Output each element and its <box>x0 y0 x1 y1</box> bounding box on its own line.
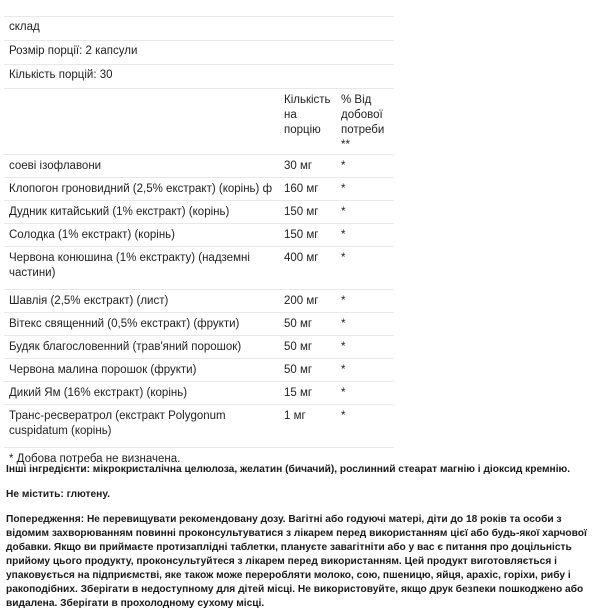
ingredient-daily-value: * <box>341 410 346 422</box>
ingredient-rows <box>4 155 394 448</box>
servings-per-container: Кількість порцій: 30 <box>9 69 113 81</box>
ingredient-amount: 30 мг <box>284 160 313 172</box>
ingredient-amount: 160 мг <box>284 183 319 195</box>
ingredient-name: соеві ізофлавони <box>9 160 102 172</box>
ingredient-row <box>4 247 394 290</box>
ingredient-amount: 50 мг <box>284 341 313 353</box>
ingredient-row <box>4 201 394 224</box>
header-amount-per-serving: Кількість на порцію <box>284 94 331 136</box>
ingredient-name: Транс-ресвератрол (екстракт Polygonum cuspidatum (корінь) <box>9 410 226 437</box>
ingredient-row <box>4 178 394 201</box>
ingredient-row <box>4 290 394 313</box>
facts-header-row <box>4 89 394 155</box>
ingredient-name: Солодка (1% екстракт) (корінь) <box>9 229 175 241</box>
ingredient-amount: 15 мг <box>284 387 313 399</box>
ingredient-amount: 400 мг <box>284 252 319 264</box>
ingredient-row <box>4 313 394 336</box>
ingredient-amount: 50 мг <box>284 364 313 376</box>
serving-size-row <box>4 41 394 65</box>
servings-per-container-row <box>4 65 394 89</box>
ingredient-row <box>4 336 394 359</box>
allergen-free-text: Не містить: глютену. <box>6 489 110 500</box>
ingredient-daily-value: * <box>341 318 346 330</box>
other-ingredients-text: Інші інгредієнти: мікрокристалічна целюлоза, желатин (бичачий), рослинний стеарат магнію і діоксид кремнію. <box>6 464 571 475</box>
ingredient-row <box>4 405 394 448</box>
label-text-block <box>6 463 594 611</box>
ingredient-daily-value: * <box>341 341 346 353</box>
ingredient-name: Дудник китайський (1% екстракт) (корінь) <box>9 206 230 218</box>
header-blank-cell <box>4 89 279 101</box>
supplement-facts-table <box>4 16 394 472</box>
ingredient-name: Червона конюшина (1% екстракту) (надземні частини) <box>9 252 250 279</box>
ingredient-amount: 200 мг <box>284 295 319 307</box>
ingredient-daily-value: * <box>341 183 346 195</box>
ingredient-row <box>4 382 394 405</box>
ingredient-daily-value: * <box>341 206 346 218</box>
ingredient-row <box>4 359 394 382</box>
daily-value-footnote: * Добова потреба не визначена. <box>9 453 181 465</box>
ingredient-name: Будяк благословенний (трав'яний порошок) <box>9 341 242 353</box>
warning-text: Попередження: Не перевищувати рекомендовану дозу. Вагітні або годуючі матері, діти до 18 років та особи з відомим захворюванням повинні проконсультуватися з лікарем перед використанням цієї або будь-якої харчової добавки. Якщо ви приймаєте протизаплідні таблетки, плануєте завагітніти або у вас є питання про доцільність прийому цього продукту, проконсультуйтеся з лікарем перед використанням. Цей продукт виготовляється і упаковується на підприємстві, яке також може переробляти молоко, сою, пшеницю, яйця, арахіс, горіхи, рибу і ракоподібних. Зберігати в недоступному для дітей місці. Не використовуйте, якщо друк безпеки пошкоджено або видалена. Зберігати в прохолодному сухому місці. <box>6 514 587 609</box>
ingredient-name: Дикий Ям (16% екстракт) (корінь) <box>9 387 188 399</box>
ingredient-amount: 150 мг <box>284 229 319 241</box>
ingredient-name: Клопогон гроновидний (2,5% екстракт) (корінь) ф <box>9 183 273 195</box>
ingredient-daily-value: * <box>341 160 346 172</box>
ingredient-name: Шавлія (2,5% екстракт) (лист) <box>9 295 169 307</box>
ingredient-row <box>4 224 394 247</box>
ingredient-daily-value: * <box>341 387 346 399</box>
ingredient-daily-value: * <box>341 252 346 264</box>
ingredient-amount: 50 мг <box>284 318 313 330</box>
ingredient-amount: 150 мг <box>284 206 319 218</box>
ingredient-row <box>4 155 394 178</box>
facts-section-title: склад <box>9 21 40 33</box>
facts-section-title-row <box>4 16 394 41</box>
ingredient-daily-value: * <box>341 364 346 376</box>
ingredient-daily-value: * <box>341 229 346 241</box>
ingredient-name: Вітекс священний (0,5% екстракт) (фрукти) <box>9 318 240 330</box>
header-daily-value: % Від добової потреби ** <box>341 94 385 151</box>
ingredient-daily-value: * <box>341 295 346 307</box>
ingredient-name: Червона малина порошок (фрукти) <box>9 364 197 376</box>
serving-size: Розмір порції: 2 капсули <box>9 45 138 57</box>
ingredient-amount: 1 мг <box>284 410 306 422</box>
